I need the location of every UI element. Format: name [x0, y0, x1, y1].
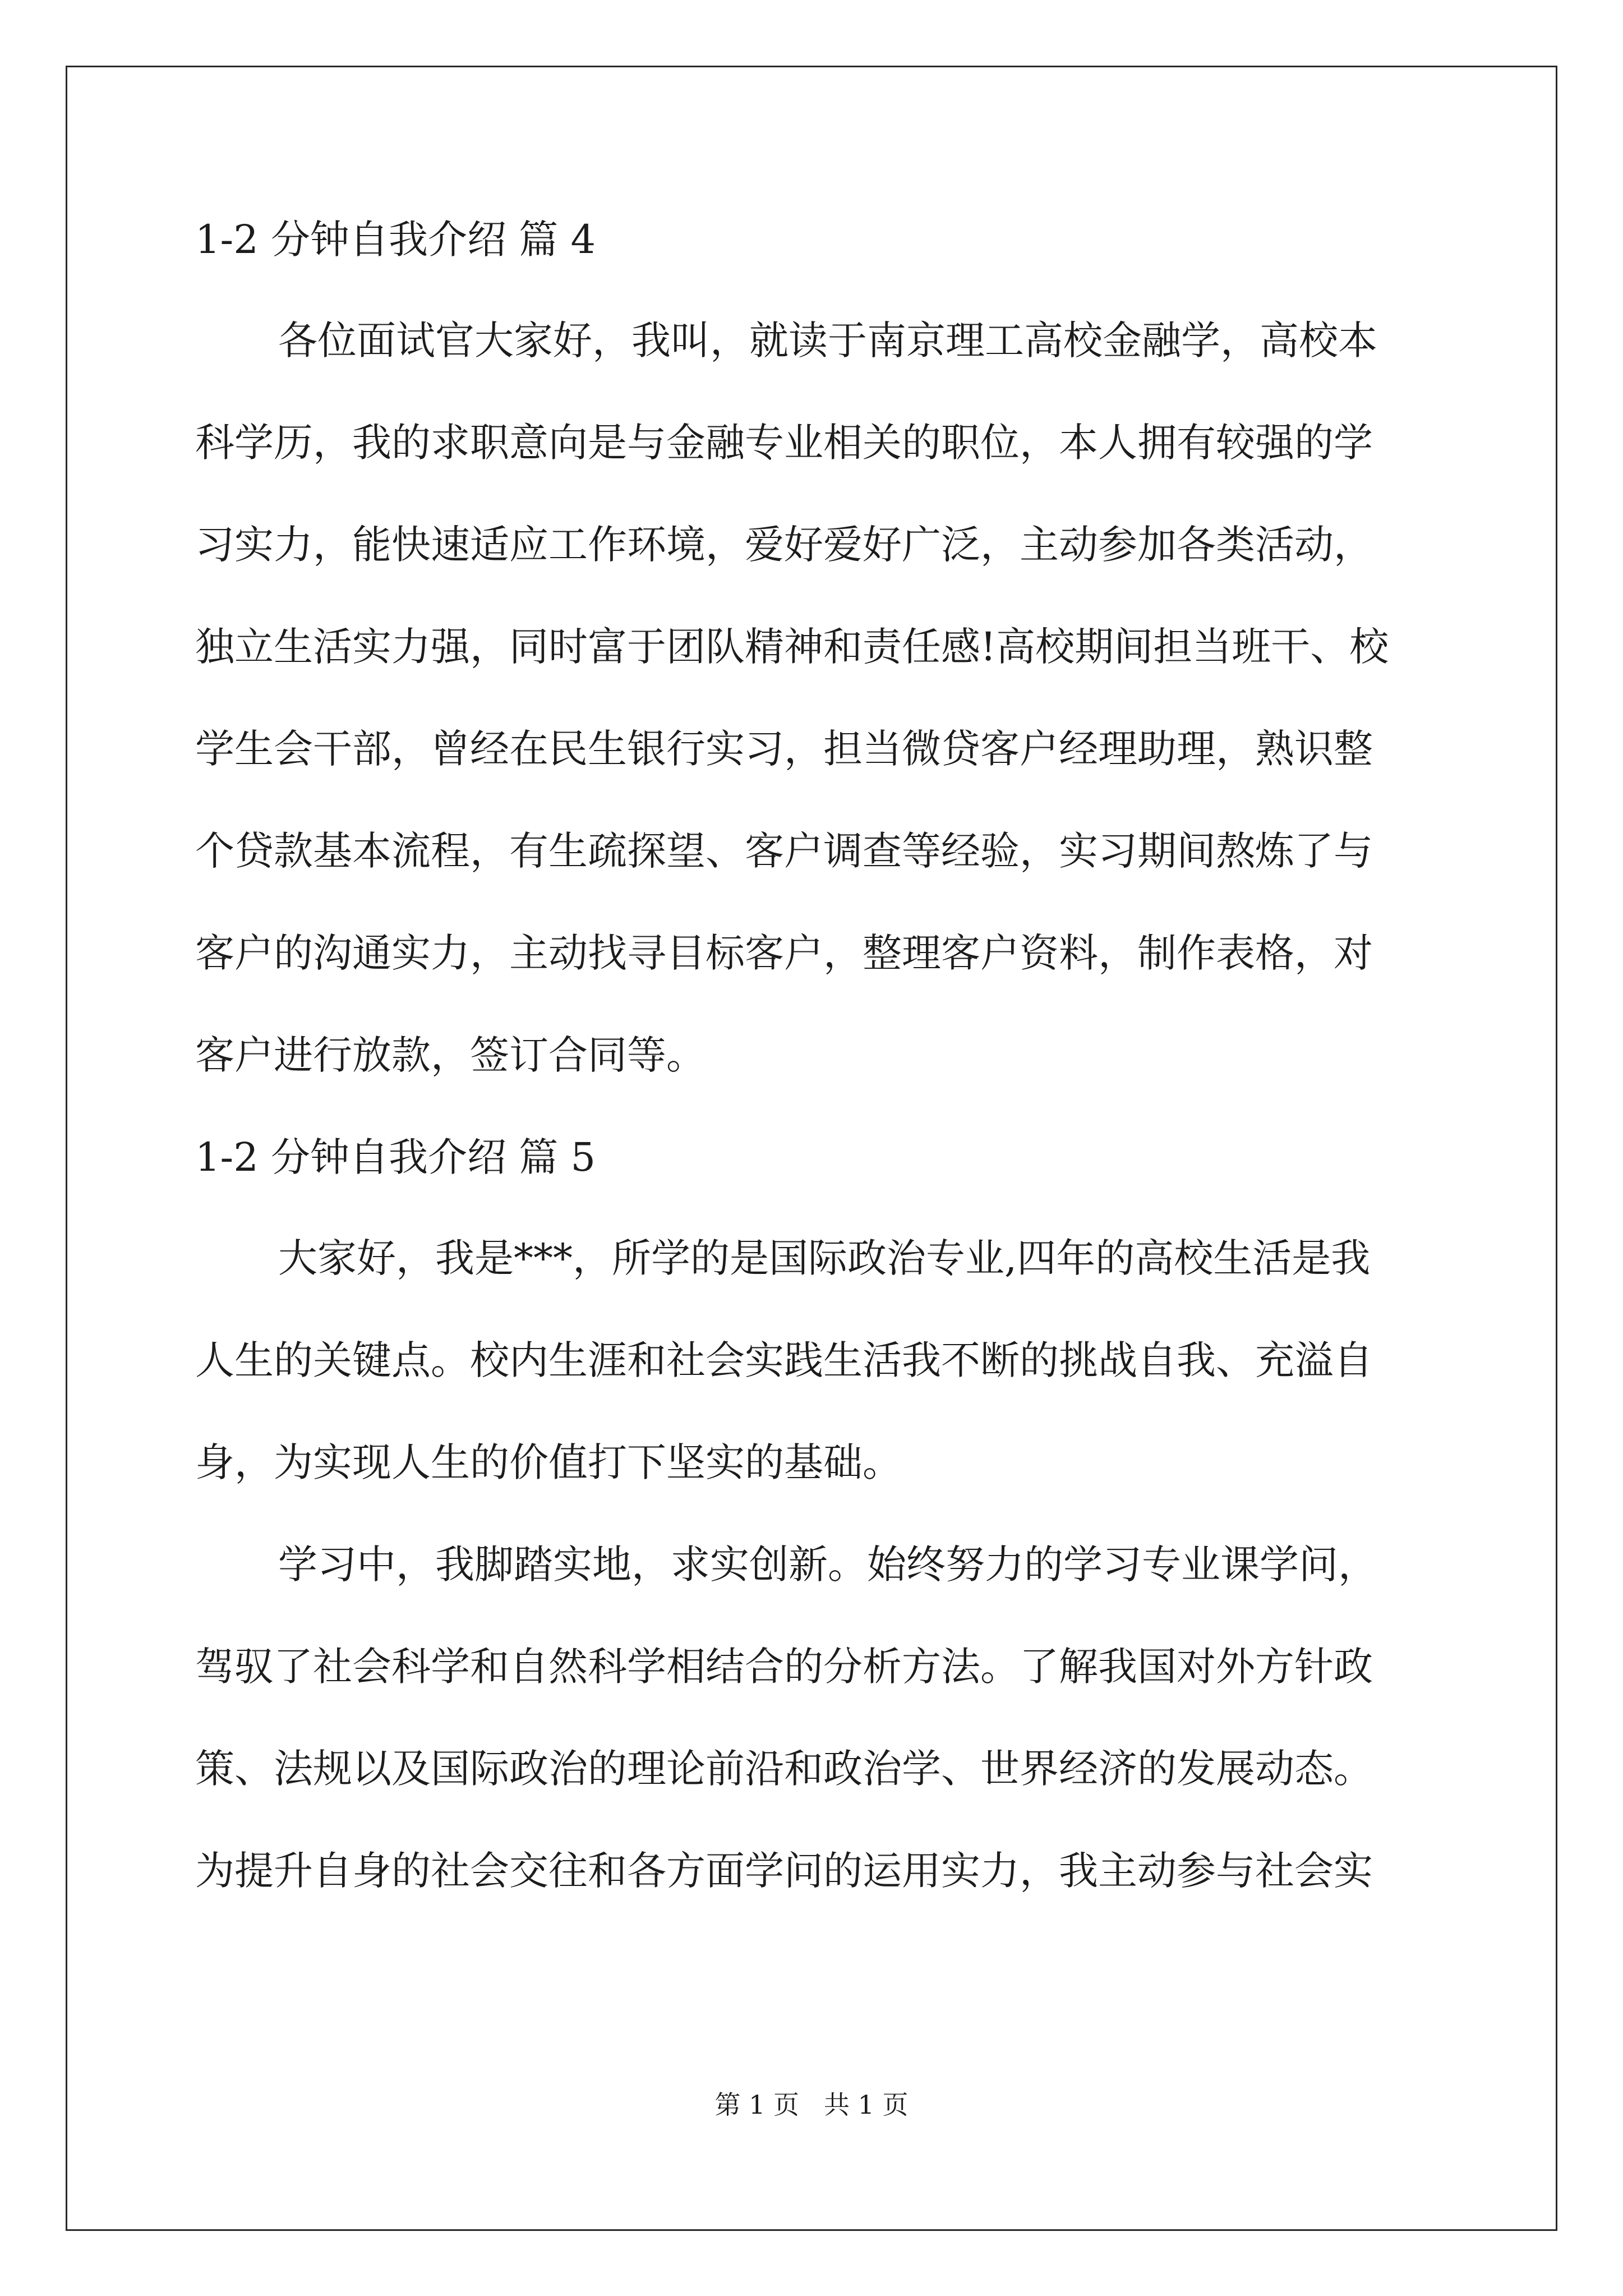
text-line: 客户进行放款，签订合同等。	[195, 1032, 706, 1078]
section-heading: 1-2 分钟自我介绍 篇 5	[195, 1134, 596, 1180]
page-footer	[0, 2088, 1623, 2122]
text-line: 习实力，能快速适应工作环境，爱好爱好广泛，主动参加各类活动，	[195, 522, 1373, 568]
section-heading: 1-2 分钟自我介绍 篇 4	[195, 217, 596, 263]
text-line: 个贷款基本流程，有生疏探望、客户调查等经验，实习期间熬炼了与	[195, 828, 1373, 874]
text-line: 策、法规以及国际政治的理论前沿和政治学、世界经济的发展动态。	[195, 1746, 1373, 1792]
text-line: 独立生活实力强，同时富于团队精神和责任感!高校期间担当班干、校	[195, 624, 1389, 670]
text-line: 为提升自身的社会交往和各方面学问的运用实力，我主动参与社会实	[195, 1848, 1373, 1894]
page-number: 第 1 页	[714, 2090, 799, 2120]
text-line: 科学历，我的求职意向是与金融专业相关的职位，本人拥有较强的学	[195, 420, 1373, 466]
text-line: 大家好，我是***，所学的是国际政治专业,四年的高校生活是我	[278, 1235, 1371, 1281]
text-line: 各位面试官大家好，我叫，就读于南京理工高校金融学，高校本	[278, 318, 1377, 364]
text-line: 学生会干部，曾经在民生银行实习，担当微贷客户经理助理，熟识整	[195, 726, 1373, 772]
text-line: 人生的关键点。校内生涯和社会实践生活我不断的挑战自我、充溢自	[195, 1337, 1373, 1383]
paragraph	[195, 315, 1429, 1132]
text-line: 客户的沟通实力，主动找寻目标客户，整理客户资料，制作表格，对	[195, 930, 1373, 976]
text-line: 驾驭了社会科学和自然科学相结合的分析方法。了解我国对外方针政	[195, 1644, 1373, 1690]
page-total: 共 1 页	[824, 2090, 909, 2120]
paragraph	[195, 1233, 1429, 1539]
paragraph	[195, 1539, 1429, 1948]
text-line: 身，为实现人生的价值打下坚实的基础。	[195, 1439, 902, 1485]
text-line: 学习中，我脚踏实地，求实创新。始终努力的学习专业课学问，	[278, 1542, 1377, 1588]
document-body	[195, 214, 1429, 1948]
